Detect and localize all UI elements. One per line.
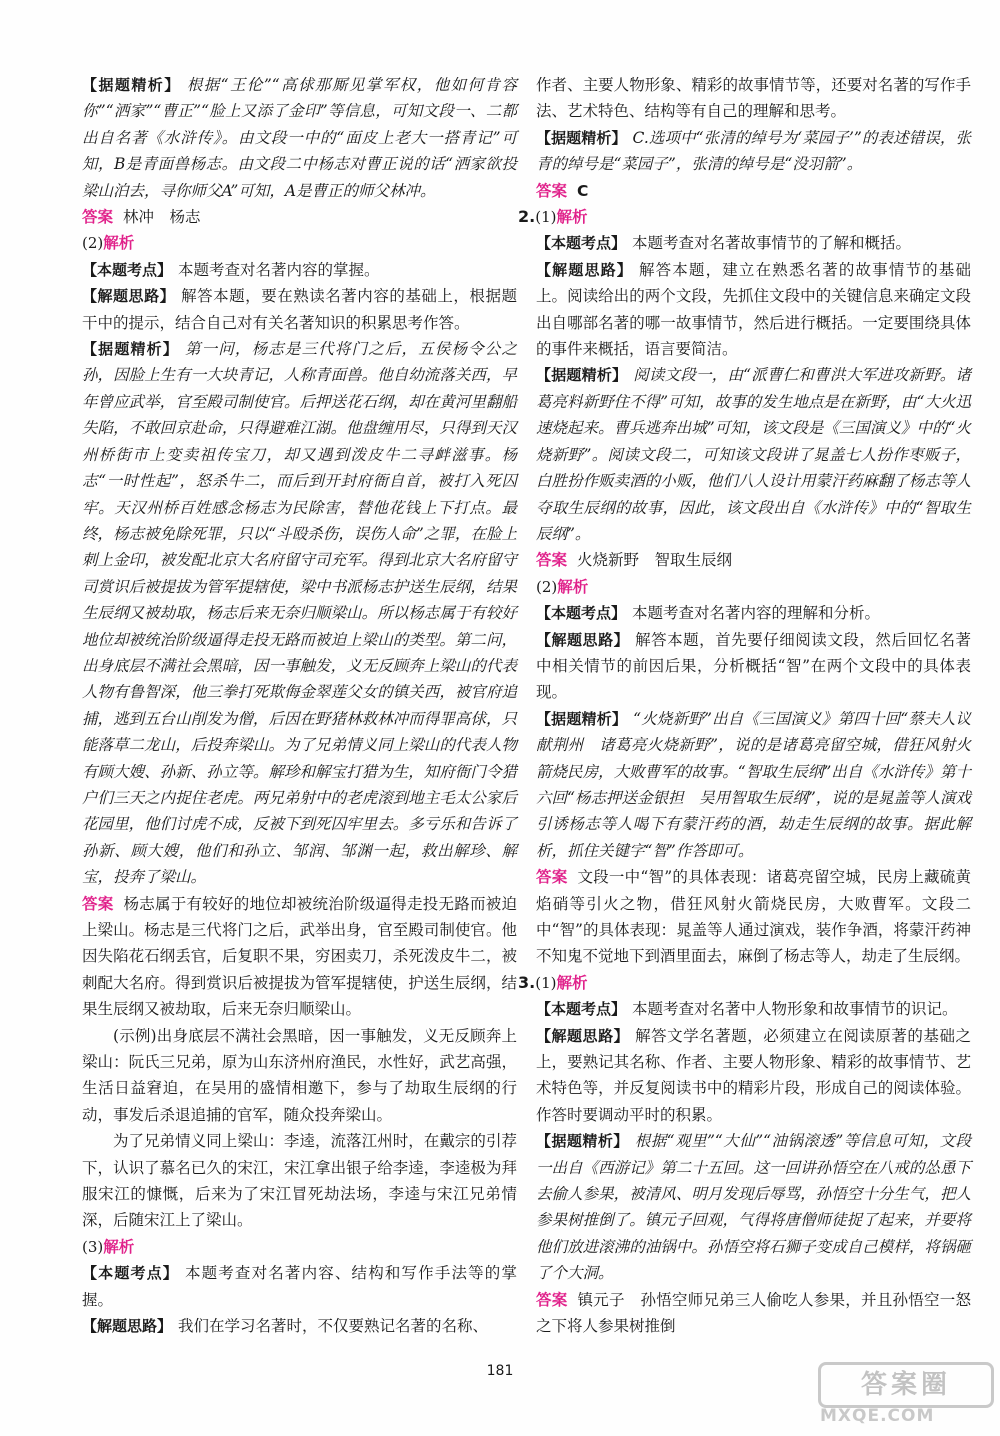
answer-row: 答案 林冲 杨志	[82, 208, 201, 227]
sub-heading: (2)解析	[82, 234, 135, 253]
answer-label: 答案	[82, 894, 114, 913]
tijing-label: 【据题精析】	[82, 76, 181, 94]
paragraph: 【据题精析】 “火烧新野”出自《三国演义》第四十回“蔡夫人议献荆州 诸葛亮火烧新野”，说的是诸葛亮留空城，借狂风射火箭烧民房，大败曹军的故事。“智取生辰纲”出自《水浒传》第十六回“杨志押送金银担 吴用智取生辰纲”，说的是晁盖等人演戏引诱杨志等人喝下有蒙汗药的酒，劫走生辰纲的故事。据此解析，抓住关键字“智”作答即可。	[536, 709, 971, 860]
paragraph: 【本题考点】 本题考查对名著故事情节的了解和概括。	[536, 234, 912, 253]
sub-heading: (2)解析	[536, 577, 589, 596]
right-column	[518, 72, 971, 1340]
watermark-text: 答案圈	[818, 1362, 994, 1408]
watermark-logo	[818, 1362, 990, 1428]
paragraph: 作者、主要人物形象、精彩的故事情节等，还要对名著的写作手法、艺术特色、结构等有自己的理解和思考。	[536, 76, 971, 121]
answer-label: 答案	[536, 868, 568, 887]
answer-row: 答案 文段一中“智”的具体表现：诸葛亮留空城，民房上藏硫黄焰硝等引火之物，借狂风射火箭烧民房，大败曹军。文段二中“智”的具体表现：晁盖等人通过演戏，装作争酒，将蒙汗药神不知鬼不觉地下到酒里面去，麻倒了杨志等人，劫走了生辰纲。	[536, 868, 971, 966]
answer-label: 答案	[82, 208, 114, 227]
answer-row: 答案 火烧新野 智取生辰纲	[536, 551, 733, 570]
watermark-url: MXQE.COM	[820, 1406, 935, 1426]
paragraph: 【据题精析】 C.选项中“张清的绰号为‘菜园子’”的表述错误，张青的绰号是“菜园子”，张清的绰号是“没羽箭”。	[536, 128, 971, 174]
paragraph: 【解题思路】 我们在学习名著时，不仅要熟记名著的名称、	[82, 1317, 489, 1336]
paragraph: 【解题思路】 解答文学名著题，必须建立在阅读原著的基础之上，要熟记其名称、作者、主要人物形象、精彩的故事情节、艺术特色等，并反复阅读书中的精彩片段，形成自己的阅读体验。作答时要调动平时的积累。	[536, 1026, 971, 1124]
paragraph: 【本题考点】 本题考查对名著内容、结构和写作手法等的掌握。	[82, 1264, 517, 1309]
paragraph: 【据题精析】 根据“王伦”“高俅那厮见掌军权，他如何肯容你”“洒家”“曹正”“脸上又添了金印”等信息，可知文段一、二都出自名著《水浒传》。由文段一中的“面皮上老大一搭青记”可知，B是青面兽杨志。由文段二中杨志对曹正说的话“洒家欲投梁山泊去，寻你师父A”可知，A是曹正的师父林冲。	[82, 76, 517, 200]
answer-label: 答案	[536, 1290, 568, 1309]
question-number: 2.	[518, 207, 536, 227]
paragraph: 【解题思路】 解答本题，首先要仔细阅读文段，然后回忆名著中相关情节的前因后果，分析概括“智”在两个文段中的具体表现。	[536, 630, 971, 702]
paragraph: 【解题思路】 解答本题，建立在熟悉名著的故事情节的基础上。阅读给出的两个文段，先抓住文段中的关键信息来确定文段出自哪部名著的哪一故事情节，然后进行概括。一定要围绕具体的事件来概括，语言要简洁。	[536, 260, 971, 359]
question-heading: 2.(1)解析	[518, 207, 588, 227]
paragraph: 【本题考点】 本题考查对名著中人物形象和故事情节的识记。	[536, 1000, 958, 1019]
paragraph: (示例)出身底层不满社会黑暗，因一事触发，义无反顾奔上梁山：阮氏三兄弟，原为山东济州府渔民，水性好，武艺高强，生活日益窘迫，在吴用的盛情相邀下，参与了劫取生辰纲的行动，事发后杀退追捕的官军，随众投奔梁山。	[82, 1026, 517, 1124]
answer-label: 答案	[536, 551, 568, 570]
answer-row: 答案 C	[536, 181, 589, 200]
answer-label: 答案	[536, 181, 568, 200]
answer-row: 答案 镇元子 孙悟空师兄弟三人偷吃人参果，并且孙悟空一怒之下将人参果树推倒	[536, 1290, 971, 1336]
left-column	[82, 72, 517, 1340]
paragraph: 【据题精析】 阅读文段一，由“派曹仁和曹洪大军进攻新野。诸葛亮料新野住不得”可知，故事的发生地点是在新野，由“大火迅速烧起来。曹兵逃奔出城”可知，该文段是《三国演义》中的“火烧新野”。阅读文段二，可知该文段讲了晁盖七人扮作枣贩子，白胜扮作贩卖酒的小贩，他们八人设计用蒙汗药麻翻了杨志等人夺取生辰纲的故事，因此，该文段出自《水浒传》中的“智取生辰纲”。	[536, 366, 971, 543]
paragraph: 【据题精析】 第一问，杨志是三代将门之后，五侯杨令公之孙，因脸上生有一大块青记，人称青面兽。他自幼流落关西，早年曾应武举，官至殿司制使官。后押送花石纲，却在黄河里翻船失陷，不敢回京赴命，只得避难江湖。他盘缠用尽，只得到天汉州桥街市上变卖祖传宝刀，却又遇到泼皮牛二寻衅滋事。杨志“一时性起”，怒杀牛二，而后到开封府衙自首，被打入死囚牢。天汉州桥百姓感念杨志为民除害，替他花钱上下打点。最终，杨志被免除死罪，只以“斗殴杀伤，误伤人命”之罪，在脸上刺上金印，被发配北京大名府留守司充军。得到北京大名府留守司赏识后被提拔为管军提辖使，梁中书派杨志护送生辰纲，结果生辰纲又被劫取，杨志后来无奈归顺梁山。所以杨志属于有较好地位却被统治阶级逼得走投无路而被迫上梁山的类型。第二问，出身底层不满社会黑暗，因一事触发，义无反顾奔上梁山的代表人物有鲁智深，他三拳打死欺侮金翠莲父女的镇关西，被官府追捕，逃到五台山削发为僧，后因在野猪林救林冲而得罪高俅，只能落草二龙山，后投奔梁山。为了兄弟情义同上梁山的代表人物有顾大嫂、孙新、孙立等。解珍和解宝打猎为生，知府衙门令猎户们三天之内捉住老虎。两兄弟射中的老虎滚到地主毛太公家后花园里，他们讨虎不成，反被下到死囚牢里去。多亏乐和告诉了孙新、顾大嫂，他们和孙立、邹润、邹渊一起，救出解珍、解宝，投奔了梁山。	[82, 340, 517, 887]
paragraph: 【解题思路】 解答本题，要在熟读名著内容的基础上，根据题干中的提示，结合自己对有关名著知识的积累思考作答。	[82, 287, 517, 332]
question-heading: 3.(1)解析	[518, 972, 588, 992]
sub-heading: (3)解析	[82, 1237, 135, 1256]
paragraph: 为了兄弟情义同上梁山：李逵，流落江州时，在戴宗的引荐下，认识了慕名已久的宋江，宋江拿出银子给李逵，李逵极为拜服宋江的慷慨，后来为了宋江冒死劫法场，李逵与宋江兄弟情深，后随宋江上了梁山。	[82, 1132, 517, 1230]
question-number: 3.	[518, 972, 536, 992]
paragraph: 【本题考点】 本题考查对名著内容的掌握。	[82, 260, 380, 279]
paragraph: 【本题考点】 本题考查对名著内容的理解和分析。	[536, 604, 881, 623]
answer-row: 答案 杨志属于有较好的地位却被统治阶级逼得走投无路而被迫上梁山。杨志是三代将门之后，武举出身，官至殿司制使官。他因失陷花石纲丢官，后复职不果，穷困卖刀，杀死泼皮牛二，被刺配大名府。得到赏识后被提拔为管军提辖使，护送生辰纲，结果生辰纲又被劫取，后来无奈归顺梁山。	[82, 894, 517, 1019]
paragraph: 【据题精析】 根据“观里”“大仙”“油锅滚透”等信息可知，文段一出自《西游记》第二十五回。这一回讲孙悟空在八戒的怂恿下去偷人参果，被清风、明月发现后辱骂，孙悟空十分生气，把人参果树推倒了。镇元子回观，气得将唐僧师徒捉了起来，并要将他们放进滚沸的油锅中。孙悟空将石狮子变成自己模样，将锅砸了个大洞。	[536, 1132, 971, 1283]
page-number: 181	[486, 1363, 514, 1379]
